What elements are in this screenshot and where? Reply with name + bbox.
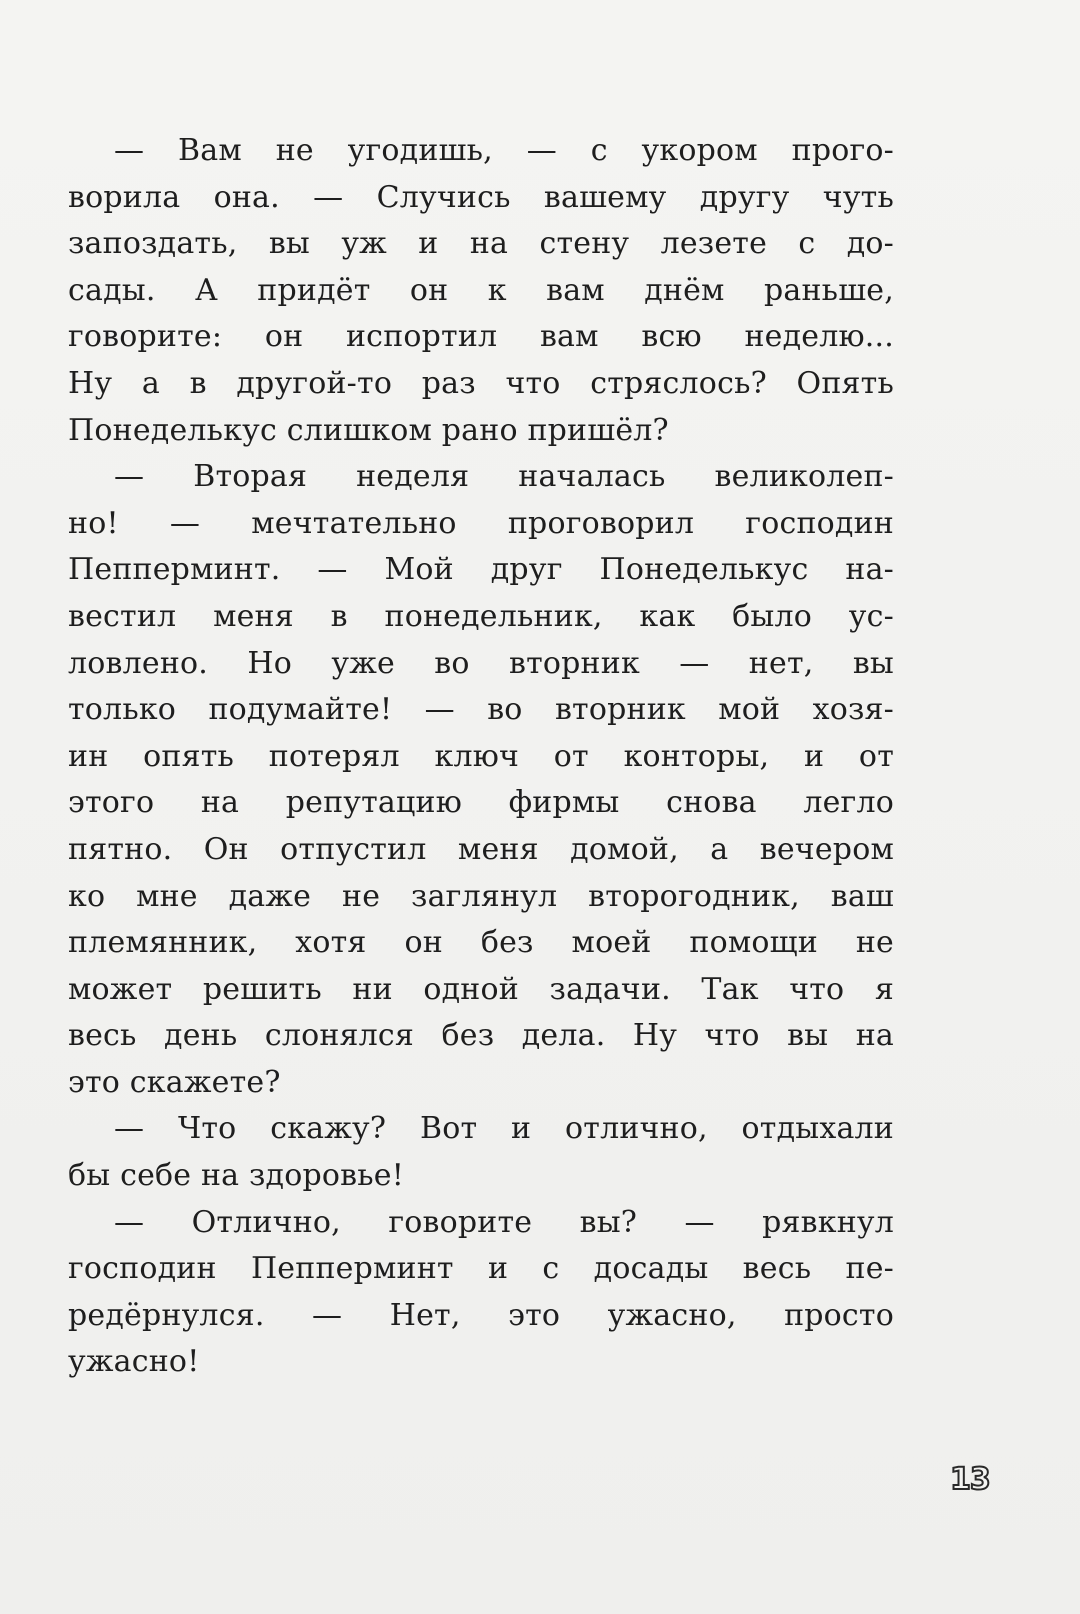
text-line: ворила она. — Случись вашему другу чуть [68,179,894,215]
page-number: 13 [950,1462,990,1497]
text-line: ко мне даже не заглянул второгодник, ваш [68,878,894,914]
text-line: запоздать, вы уж и на стену лезете с до- [68,226,894,262]
text-line: это скажете? [68,1064,281,1100]
text-line: ужасно! [68,1344,200,1380]
text-line: ловлено. Но уже во вторник — нет, вы [68,645,894,681]
text-line: говорите: он испортил вам всю неделю... [68,319,894,355]
text-line: весь день слонялся без дела. Ну что вы на [68,1018,894,1054]
text-line: — Отлично, говорите вы? — рявкнул [114,1204,894,1240]
text-line: но! — мечтательно проговорил господин [68,505,894,541]
text-line: Понеделькус слишком рано пришёл? [68,412,669,448]
text-line: вестил меня в понедельник, как было ус- [68,598,894,634]
text-line: сады. А придёт он к вам днём раньше, [68,272,894,308]
text-line: Пепперминт. — Мой друг Понеделькус на- [68,552,894,588]
text-line: — Вторая неделя началась великолеп- [114,459,894,495]
text-line: Ну а в другой-то раз что стряслось? Опять [68,365,894,401]
text-line: господин Пепперминт и с досады весь пе- [68,1251,894,1287]
text-line: ин опять потерял ключ от конторы, и от [68,738,894,774]
text-line: — Что скажу? Вот и отлично, отдыхали [114,1111,894,1147]
text-line: племянник, хотя он без моей помощи не [68,925,894,961]
text-line: только подумайте! — во вторник мой хозя- [68,692,894,728]
text-line: пятно. Он отпустил меня домой, а вечером [68,831,894,867]
text-line: — Вам не угодишь, — с укором прого- [114,133,894,168]
text-line: этого на репутацию фирмы снова легло [68,785,894,821]
text-line: бы себе на здоровье! [68,1158,404,1194]
text-line: редёрнулся. — Нет, это ужасно, просто [68,1297,894,1333]
text-line: может решить ни одной задачи. Так что я [68,971,894,1007]
body-text [68,128,894,1386]
